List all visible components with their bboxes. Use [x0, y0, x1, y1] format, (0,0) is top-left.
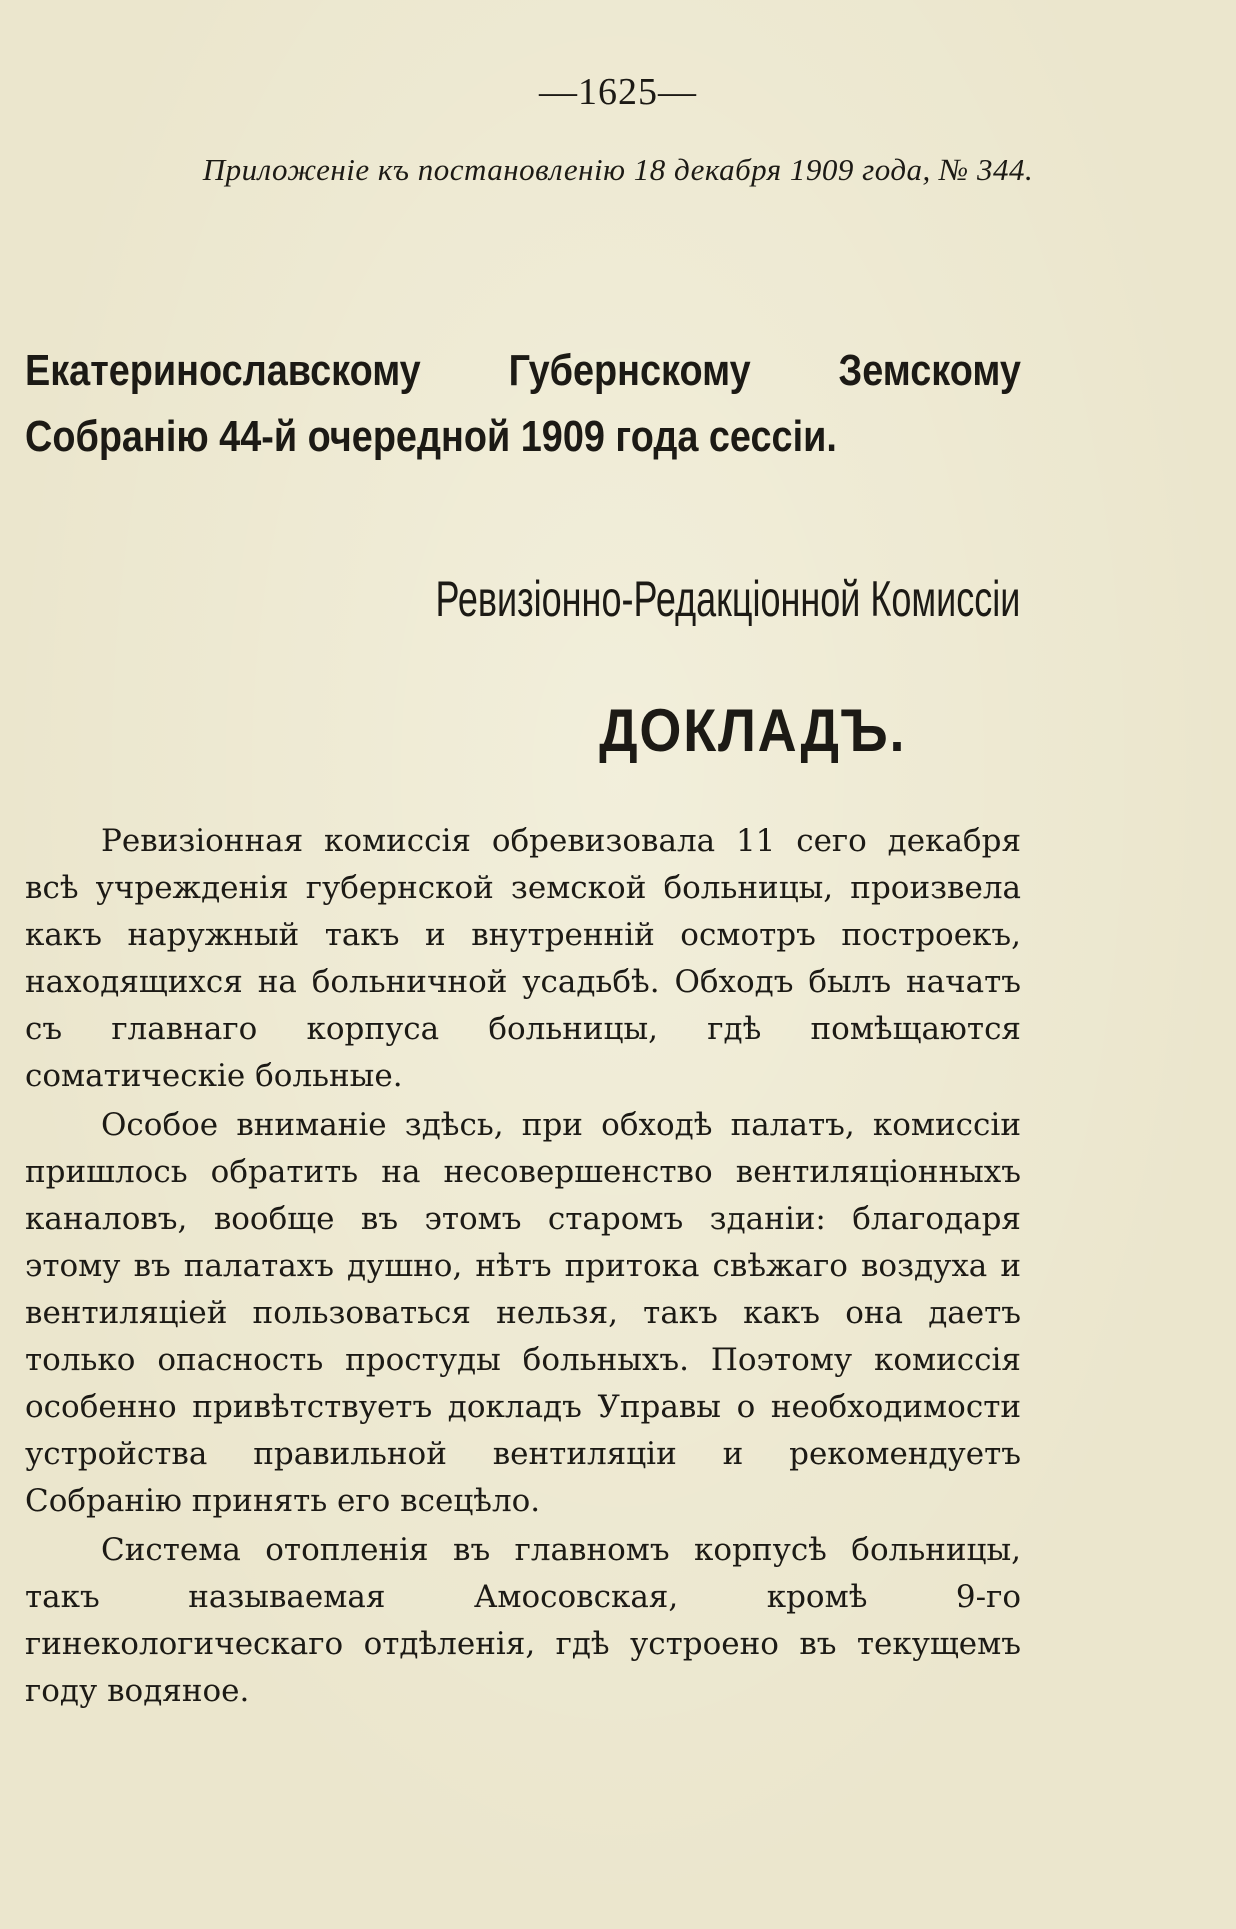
page-number: —1625— — [539, 71, 697, 113]
paragraph: Система отопленія въ главномъ корпусѣ больницы, такъ называемая Амосовская, кромѣ 9-го гинекологическаго отдѣленія, гдѣ устроено въ текущемъ году водяное. — [25, 1532, 1021, 1709]
committee-heading: Ревизіонно-Редакціонной Комиссіи — [435, 571, 1020, 627]
paragraph: Ревизіонная комиссія обревизовала 11 сего декабря всѣ учрежденія губернской земской больницы, произвела какъ наружный такъ и внутренній осмотръ построекъ, находящихся на больничной усадьбѣ. Обходъ былъ начатъ съ главнаго корпуса больницы, гдѣ помѣщаются соматическіе больные. — [25, 823, 1021, 1094]
appendix-line: Приложеніе къ постановленію 18 декабря 1909 года, № 344. — [202, 152, 1034, 187]
addressee-heading: Екатеринославскому Губернскому Земскому Собранію 44-й очередной 1909 года сессіи. — [25, 346, 1021, 461]
report-title: ДОКЛАДЪ. — [598, 697, 906, 764]
paragraph: Особое вниманіе здѣсь, при обходѣ палатъ, комиссіи пришлось обратить на несовершенство вентиляціонныхъ каналовъ, вообще въ этомъ старомъ зданіи: благодаря этому въ палатахъ душно, нѣтъ притока свѣжаго воздуха и вентиляціей пользоваться нельзя, такъ какъ она даетъ только опасность простуды больныхъ. Поэтому комиссія особенно привѣтствуетъ докладъ Управы о необходимости устройства правильной вентиляціи и рекомендуетъ Собранію принять его всецѣло. — [25, 1107, 1021, 1519]
report-body — [25, 818, 1021, 1715]
